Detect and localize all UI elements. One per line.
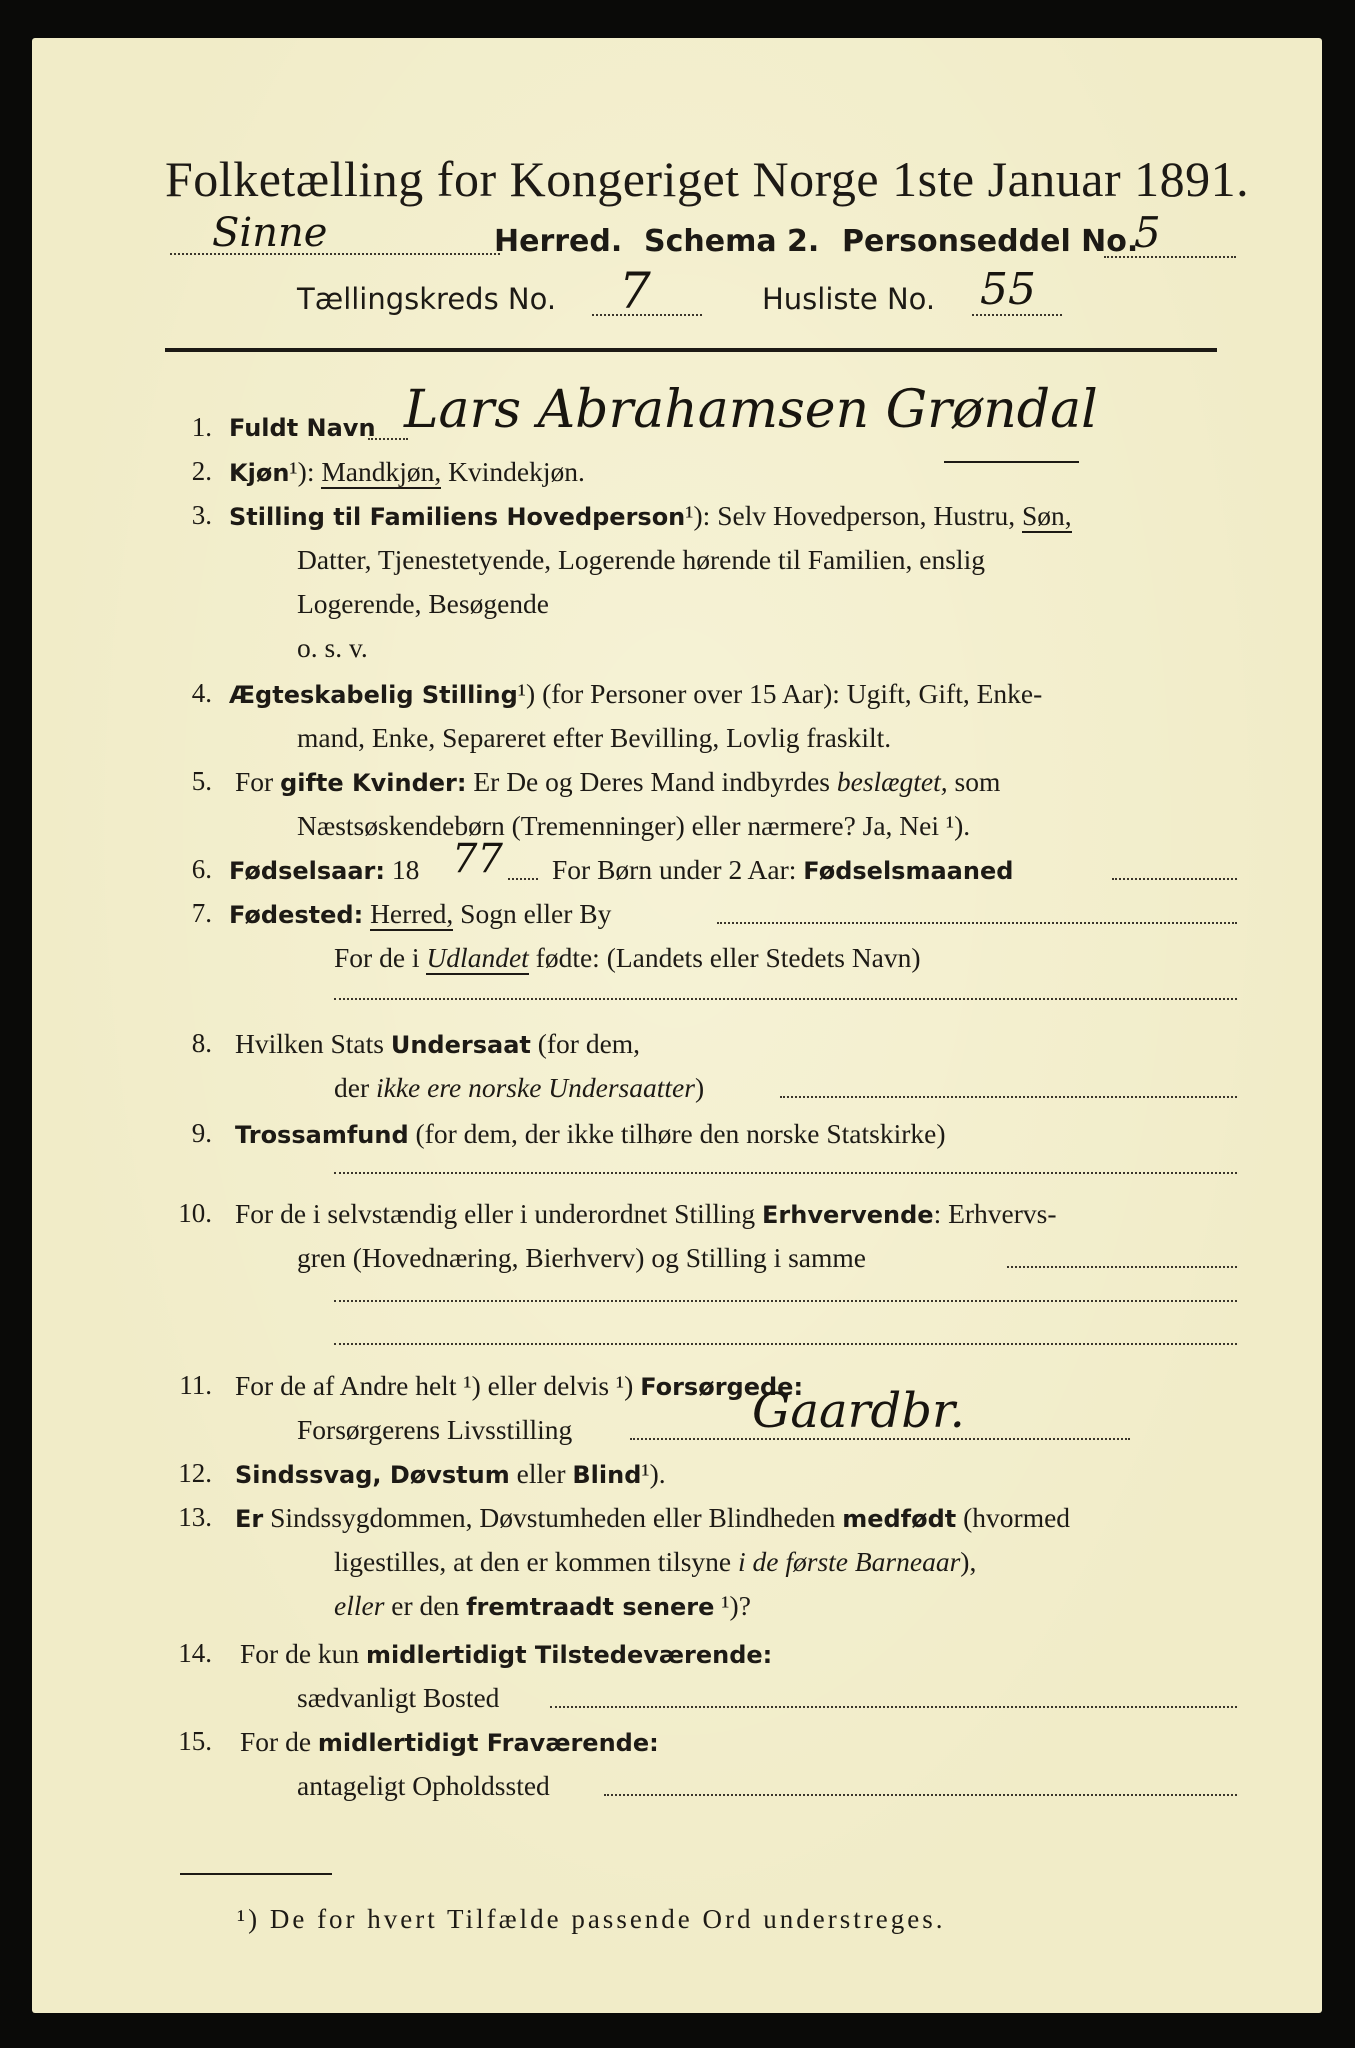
- q3-option-son: Søn,: [1021, 500, 1072, 531]
- q8-line2: der ikke ere norske Undersaatter): [334, 1072, 705, 1103]
- q15-label: midlertidigt Fraværende:: [317, 1729, 659, 1757]
- q7-option-herred: Herred,: [370, 898, 454, 929]
- q11-label: Forsørgede:: [640, 1373, 804, 1401]
- personseddel-label: Personseddel No.: [842, 224, 1139, 259]
- q4-number: 4.: [191, 678, 212, 708]
- q14-line1: For de kun midlertidigt Tilstedeværende:: [240, 1638, 773, 1669]
- q6-number: 6.: [191, 854, 212, 884]
- q13-line2: ligestilles, at den er kommen tilsyne i de første Barneaar),: [334, 1546, 977, 1577]
- q10-dots2: [334, 1300, 1237, 1302]
- q5-number: 5.: [191, 766, 212, 796]
- q11-line1: For de af Andre helt ¹) eller delvis ¹) Forsørgede:: [235, 1370, 804, 1401]
- q2-label: Kjøn: [229, 459, 290, 487]
- q3-label: Stilling til Familiens Hovedperson: [229, 503, 686, 531]
- q6-label-wrap: [229, 854, 419, 886]
- q13-number: 13.: [178, 1502, 212, 1532]
- q3-line1: Stilling til Familiens Hovedperson¹): Selv Hovedperson, Hustru, Søn,: [229, 500, 1072, 531]
- q13-line1: Er Sindssygdommen, Døvstumheden eller Blindheden medfødt (hvormed: [235, 1502, 1071, 1533]
- q7-dots1: [717, 922, 1237, 924]
- q14-label: midlertidigt Tilstedeværende:: [366, 1641, 773, 1669]
- q9-label: Trossamfund: [235, 1121, 409, 1149]
- husliste-value: 55: [980, 264, 1036, 315]
- q13-label: Er: [235, 1505, 264, 1533]
- q15-number: 15.: [178, 1726, 212, 1756]
- q6-line1b: For Børn under 2 Aar: Fødselsmaaned: [552, 854, 1014, 885]
- q5-line1: For gifte Kvinder: Er De og Deres Mand indbyrdes beslægtet, som: [235, 766, 1001, 797]
- q7-line2: For de i Udlandet fødte: (Landets eller Stedets Navn): [334, 942, 921, 973]
- q14-line2: sædvanligt Bosted: [297, 1682, 500, 1713]
- q3-line4: o. s. v.: [297, 632, 368, 663]
- footnote-rule: [180, 1873, 332, 1875]
- q15-dots: [604, 1794, 1237, 1796]
- q8-dots: [780, 1096, 1237, 1098]
- q15-line2: antageligt Opholdssted: [297, 1770, 550, 1801]
- q11-value: Gaardbr.: [752, 1383, 965, 1439]
- q13-line3: eller er den fremtraadt senere ¹)?: [334, 1590, 751, 1621]
- q6-label2: Fødselsmaaned: [803, 857, 1014, 885]
- q7-number: 7.: [191, 898, 212, 928]
- q7-line1: Fødested: Herred, Sogn eller By: [229, 898, 612, 929]
- personseddel-dots: [1104, 256, 1236, 258]
- q1-number: 1.: [191, 412, 212, 442]
- q2-line: Kjøn¹): Mandkjøn, Kvindekjøn.: [229, 456, 585, 487]
- q4-line1: Ægteskabelig Stilling¹) (for Personer over 15 Aar): Ugift, Gift, Enke-: [229, 678, 1043, 709]
- q12-number: 12.: [178, 1458, 212, 1488]
- q2-number: 2.: [191, 456, 212, 486]
- q3-number: 3.: [191, 500, 212, 530]
- q6-year-value: 77: [452, 836, 503, 882]
- q7-label: Fødested:: [229, 901, 364, 929]
- kreds-value: 7: [619, 262, 651, 320]
- schema-label: Schema 2.: [644, 224, 820, 259]
- q11-line2: Forsørgerens Livsstilling: [297, 1414, 573, 1445]
- kreds-label: Tællingskreds No.: [297, 282, 557, 316]
- q1-flourish: [944, 461, 1079, 463]
- q10-dots1: [1007, 1266, 1237, 1268]
- q15-line1: For de midlertidigt Fraværende:: [240, 1726, 659, 1757]
- q14-number: 14.: [178, 1638, 212, 1668]
- q10-line1: For de i selvstændig eller i underordnet Stilling Erhvervende: Erhvervs-: [235, 1198, 1057, 1229]
- q7-dots2: [334, 998, 1237, 1000]
- header-rule: [165, 348, 1217, 352]
- q4-label: Ægteskabelig Stilling: [229, 681, 518, 709]
- q6-year-dots: [508, 878, 538, 880]
- q11-number: 11.: [179, 1370, 212, 1400]
- q8-number: 8.: [191, 1028, 212, 1058]
- q10-label: Erhvervende: [762, 1201, 934, 1229]
- form-title: Folketælling for Kongeriget Norge 1ste Januar 1891.: [165, 151, 1250, 207]
- q9-dots: [334, 1172, 1237, 1174]
- q6-month-dots: [1112, 878, 1237, 880]
- q1-dots: [368, 438, 408, 440]
- q10-dots3: [334, 1343, 1237, 1345]
- q2-option-mandkjon: Mandkjøn,: [321, 456, 442, 487]
- q3-line2: Datter, Tjenestetyende, Logerende hørende til Familien, enslig: [297, 544, 985, 575]
- q14-dots: [550, 1706, 1237, 1708]
- q3-line3: Logerende, Besøgende: [297, 588, 549, 619]
- q5-label: gifte Kvinder:: [280, 769, 467, 797]
- q2-option-kvindekjon: Kvindekjøn.: [448, 456, 585, 487]
- q12-line1: Sindssvag, Døvstum eller Blind¹).: [235, 1458, 666, 1489]
- q6-label: Fødselsaar:: [229, 857, 385, 885]
- q9-number: 9.: [191, 1118, 212, 1148]
- q1-value: Lars Abrahamsen Grøndal: [404, 380, 1098, 440]
- husliste-label: Husliste No.: [762, 282, 936, 316]
- q5-line2: Næstsøskendebørn (Tremenninger) eller nærmere? Ja, Nei ¹).: [297, 810, 971, 841]
- q1-label: Fuldt Navn: [229, 414, 376, 442]
- personseddel-value: 5: [1134, 208, 1161, 257]
- herred-value: Sinne: [212, 210, 328, 256]
- q10-line2: gren (Hovednæring, Bierhverv) og Stilling i samme: [297, 1242, 867, 1273]
- herred-label: Herred.: [494, 224, 623, 259]
- census-form-sheet: [32, 38, 1322, 2013]
- footnote: ¹) De for hvert Tilfælde passende Ord understreges.: [237, 1904, 946, 1934]
- q8-line1: Hvilken Stats Undersaat (for dem,: [235, 1028, 641, 1059]
- q9-line1: Trossamfund (for dem, der ikke tilhøre den norske Statskirke): [235, 1118, 946, 1149]
- q10-number: 10.: [178, 1198, 212, 1228]
- q4-line2: mand, Enke, Separeret efter Bevilling, Lovlig fraskilt.: [297, 722, 892, 753]
- q8-label: Undersaat: [390, 1031, 531, 1059]
- q6-year-prefix: 18: [391, 854, 420, 885]
- q12-label: Sindssvag, Døvstum: [235, 1461, 510, 1489]
